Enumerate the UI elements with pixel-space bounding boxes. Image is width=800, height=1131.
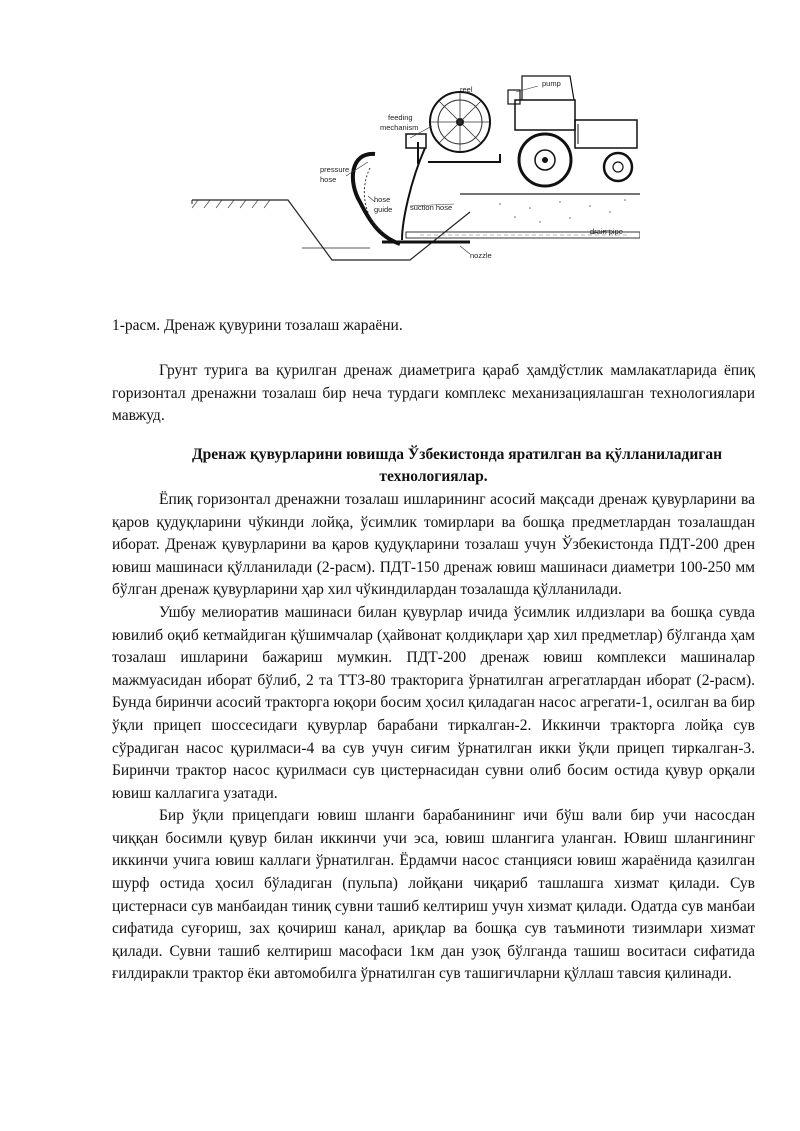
- label-hose-guide-1: hose: [374, 195, 391, 204]
- label-pump: pump: [542, 79, 561, 88]
- label-drain-pipe: drain pipe: [590, 227, 623, 236]
- label-nozzle: nozzle: [470, 251, 492, 260]
- figure-caption: 1-расм. Дренаж қувурини тозалаш жараёни.: [112, 317, 403, 334]
- label-hose: hose: [320, 175, 337, 184]
- label-hose-guide-2: guide: [374, 205, 393, 214]
- document-body: [112, 360, 755, 986]
- label-reel: reel: [460, 85, 473, 94]
- drain-cleaning-diagram: [170, 72, 640, 312]
- section-heading: Дренаж қувурларини ювишда Ўзбекистонда яратилган ва қўлланиладиган технологиялар.: [191, 445, 723, 486]
- paragraph-intro: Грунт турига ва қурилган дренаж диаметрига қараб ҳамдўстлик мамлакатларида ёпиқ горизонтал дренажни тозалаш бир неча турдаги комплекс механизациялашган технологиялари мавжуд.: [112, 362, 755, 425]
- drain-cleaning-figure: [170, 72, 640, 312]
- label-suction-hose: suction hose: [410, 203, 453, 212]
- paragraph-2: Ёпиқ горизонтал дренажни тозалаш ишларининг асосий мақсади дренаж қувурларини ва қаров қудуқларини чўкинди лойқа, ўсимлик томирлари ва бошқа предметлардан тозалашдан иборат. Дренаж қувурларини ва қаров қудуқларини тозалаш учун Ўзбекистонда ПДТ-200 дрен ювиш машинаси қўлланилади (2-расм). ПДТ-150 дренаж ювиш машинаси диаметри 100-250 мм бўлган дренаж қувурларини ҳар хил чўкиндилардан тозалашда қўлланилади.: [112, 490, 755, 599]
- label-pressure: pressure: [320, 165, 350, 174]
- paragraph-4: Бир ўқли прицепдаги ювиш шланги барабанининг ичи бўш вали бир учи насосдан чиққан босимли қувур билан иккинчи учи эса, ювиш шлангига уланган. Ювиш шлангининг иккинчи учига ювиш каллаги ўрнатилган. Ёрдамчи насос станцияси ювиш жараёнида қазилган шурф остида ҳосил бўладиган (пульпа) лойқани чиқариб ташлашга хизмат қилади. Сув цистернаси сув манбаидан тиниқ сувни ташиб келтириш учун хизмат қилади. Одатда сув манбаи сифатида суғориш, зах қочириш канал, ариқлар ва бошқа сув таъминоти тизимлари хизмат қилади. Сувни ташиб келтириш масофаси 1км дан узоқ бўлганда ташиш воситаси сифатида ғилдиракли трактор ёки автомобилга ўрнатилган сув ташигичларни қўллаш тавсия қилинади.: [112, 807, 755, 983]
- paragraph-3: Ушбу мелиоратив машинаси билан қувурлар ичида ўсимлик илдизлари ва бошқа сувда ювилиб оқиб кетмайдиган қўшимчалар (ҳайвонат қолдиқлари ҳар хил предметлар) бўлганда ҳам тозалаш ишларини бажариш мумкин. ПДТ-200 дренаж ювиш комплекси машиналар мажмуасидан иборат бўлиб, 2 та ТТЗ-80 тракторига ўрнатилган агрегатлардан иборат (2-расм). Бунда биринчи асосий тракторга юқори босим ҳосил қиладаган насос агрегати-1, осилган ва бир ўқли прицеп шоссесидаги қувурлар барабани тиркалган-2. Иккинчи тракторга лойқа сув сўрадиган насос қурилмаси-4 ва сув учун сиғим ўрнатилган икки ўқли прицеп тиркалган-3. Биринчи трактор насос қурилмаси сув цистернасидан сувни олиб босим остида қувур орқали ювиш каллагига узатади.: [112, 603, 755, 802]
- label-mechanism: mechanism: [380, 123, 419, 132]
- label-feeding: feeding: [388, 113, 413, 122]
